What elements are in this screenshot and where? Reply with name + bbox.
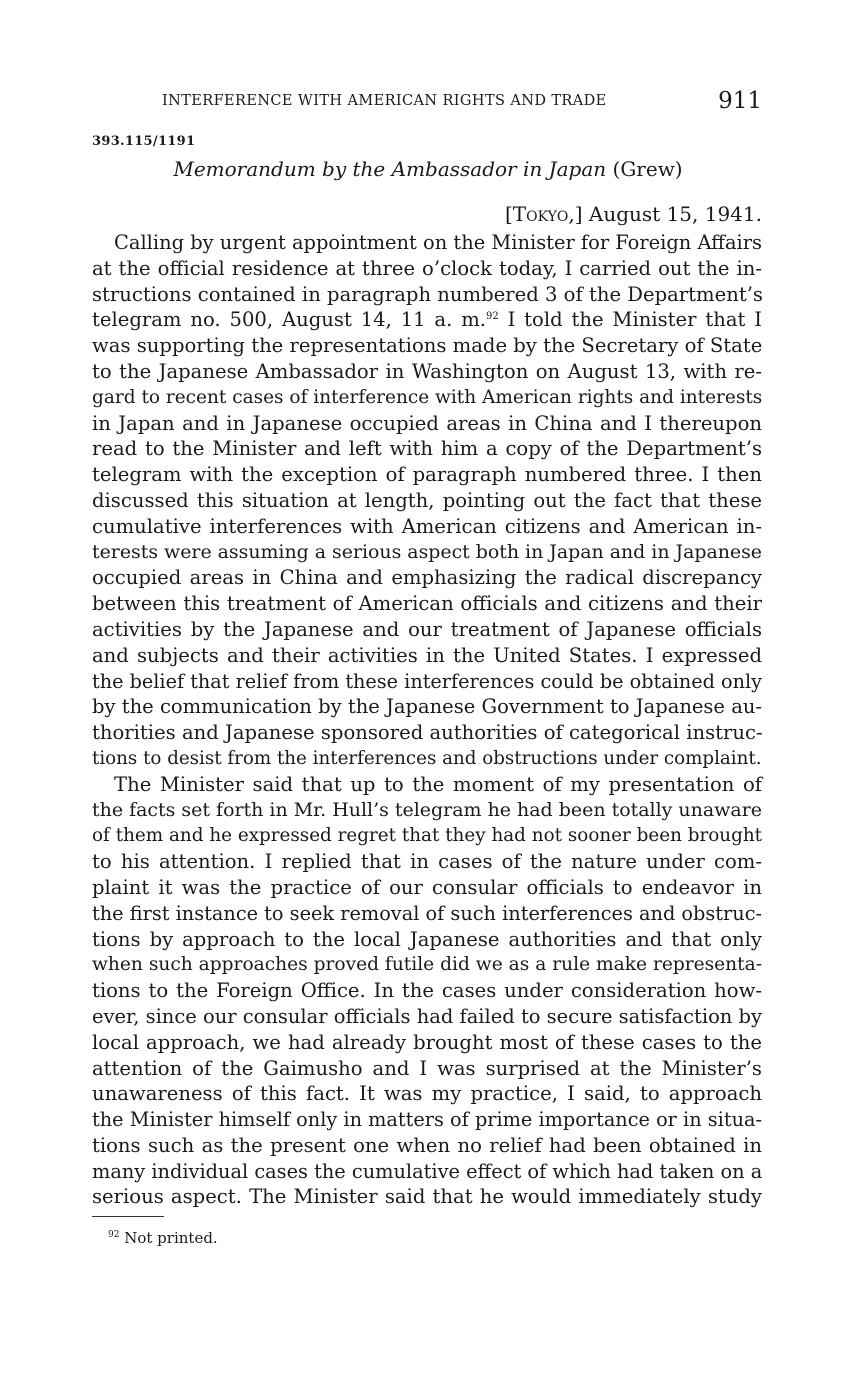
body-line: activities by the Japanese and our treatment of Japanese officials (92, 617, 762, 641)
body-line: attention of the Gaimusho and I was surprised at the Minister’s (92, 1056, 762, 1080)
body-line: The Minister said that up to the moment of my presentation of (114, 772, 762, 796)
body-line: many individual cases the cumulative effect of which had taken on a (92, 1159, 763, 1183)
body-line: plaint it was the practice of our consular officials to endeavor in (92, 875, 762, 899)
memorandum-author (613, 157, 683, 181)
body-line: between this treatment of American officials and citizens and their (92, 592, 762, 616)
body-line: the facts set forth in Mr. Hull’s telegram he had been totally unaware (92, 798, 763, 821)
body-line: serious aspect. The Minister said that he would immediately study (92, 1185, 762, 1209)
body-line: in Japan and in Japanese occupied areas in China and I thereupon (92, 411, 762, 435)
memorandum-body (92, 230, 762, 1210)
body-line: of them and he expressed regret that they had not sooner been brought (92, 825, 762, 847)
body-line: read to the Minister and left with him a copy of the Department’s (92, 437, 762, 461)
body-line: structions contained in paragraph numbered 3 of the Department’s (92, 282, 763, 306)
dateline-place: [Tokyo,] (504, 202, 583, 226)
memorandum-title-text: Memorandum by the Ambassador in Japan (173, 157, 607, 181)
body-line: at the official residence at three o’clock today, I carried out the in- (92, 256, 762, 280)
file-number: 393.115/1191 (92, 134, 196, 149)
body-line-text: telegram no. 500, August 14, 11 a. m. (92, 308, 486, 332)
body-line: and subjects and their activities in the United States. I expressed (92, 643, 762, 667)
page-number: 911 (718, 88, 762, 114)
memorandum-title (0, 157, 856, 181)
footnote-divider (92, 1216, 164, 1217)
body-line: the first instance to seek removal of such interferences and obstruc- (92, 901, 763, 925)
body-line: ever, since our consular officials had failed to secure satisfaction by (92, 1004, 762, 1028)
dateline (420, 202, 762, 226)
body-line: tions by approach to the local Japanese authorities and that only (92, 927, 762, 951)
body-line: to the Japanese Ambassador in Washington on August 13, with re- (92, 359, 762, 383)
memorandum-author-text: (Grew) (612, 157, 683, 181)
body-line: was supporting the representations made by the Secretary of State (92, 334, 763, 358)
body-line: unawareness of this fact. It was my practice, I said, to approach (92, 1082, 762, 1106)
body-line: cumulative interferences with American citizens and American in- (92, 514, 762, 538)
body-line: tions to the Foreign Office. In the cases under consideration how- (92, 979, 762, 1003)
body-line: to his attention. I replied that in cases of the nature under com- (92, 850, 762, 874)
body-line: local approach, we had already brought most of these cases to the (92, 1030, 762, 1054)
body-line: the Minister himself only in matters of prime importance or in situa- (92, 1108, 762, 1132)
body-line: discussed this situation at length, pointing out the fact that these (92, 488, 762, 512)
body-line: when such approaches proved futile did we as a rule make representa- (92, 954, 762, 976)
footnote (108, 1229, 218, 1247)
footnote-reference[interactable]: 92 (486, 311, 499, 323)
footnote-number: 92 (108, 1230, 120, 1240)
footnote-text: Not printed. (124, 1229, 218, 1247)
running-head (162, 88, 762, 118)
body-line: thorities and Japanese sponsored authorities of categorical instruc- (92, 721, 763, 745)
body-line-with-footnote (92, 307, 762, 333)
body-line: terests were assuming a serious aspect both in Japan and in Japanese (92, 540, 762, 563)
body-line: telegram with the exception of paragraph numbered three. I then (92, 463, 762, 487)
body-line: Calling by urgent appointment on the Minister for Foreign Affairs (114, 231, 763, 254)
body-line: tions to desist from the interferences and obstructions under complaint. (92, 747, 762, 769)
running-title: INTERFERENCE WITH AMERICAN RIGHTS AND TRADE (162, 93, 607, 109)
body-line: occupied areas in China and emphasizing the radical discrepancy (92, 566, 762, 590)
body-line: the belief that relief from these interferences could be obtained only (92, 669, 762, 693)
body-line: gard to recent cases of interference with American rights and interests (92, 386, 763, 408)
dateline-date: August 15, 1941. (588, 202, 762, 226)
body-line: by the communication by the Japanese Government to Japanese au- (92, 695, 762, 719)
body-line-continuation: I told the Minister that I (498, 308, 762, 332)
body-line: tions such as the present one when no relief had been obtained in (92, 1133, 762, 1157)
